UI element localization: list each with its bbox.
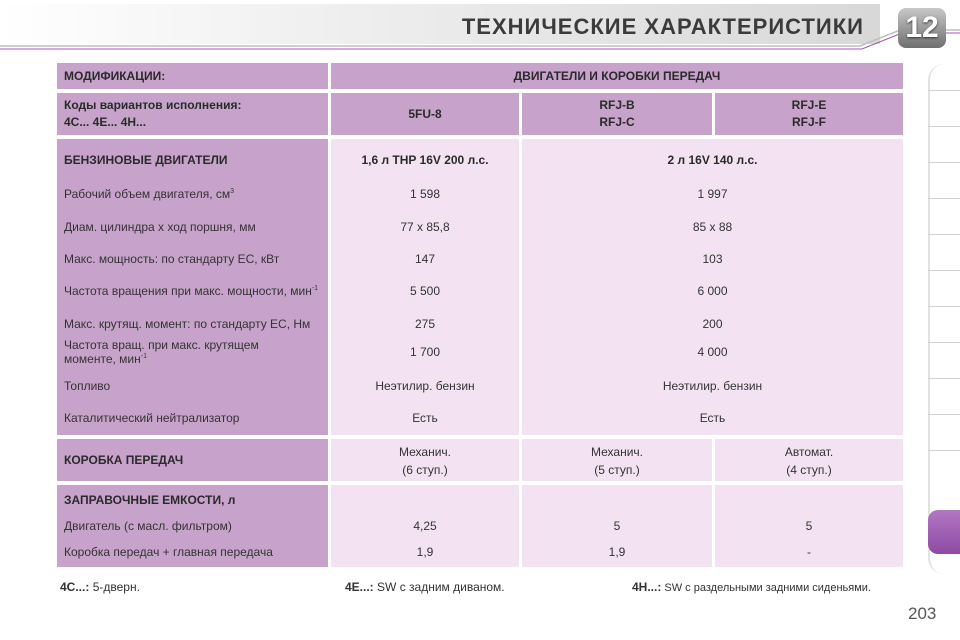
spec-label: Каталитический нейтрализатор <box>64 411 240 425</box>
table-header-row <box>57 63 903 89</box>
petrol-engines-title: БЕНЗИНОВЫЕ ДВИГАТЕЛИ <box>64 153 228 167</box>
spec-value-engine-2: 4 000 <box>697 345 728 359</box>
capacity-value: - <box>807 545 811 559</box>
page-title: ТЕХНИЧЕСКИЕ ХАРАКТЕРИСТИКИ <box>461 14 864 39</box>
capacity-label: Коробка передач + главная передача <box>64 545 273 559</box>
gearbox-gears-2: (5 ступ.) <box>594 463 640 477</box>
side-tab-rail <box>928 64 960 574</box>
side-tab[interactable] <box>928 378 960 414</box>
spec-value-engine-1: 5 500 <box>409 284 441 298</box>
spec-value-engine-1: Неэтилир. бензин <box>375 379 475 393</box>
capacities-title: ЗАПРАВОЧНЫЕ ЕМКОСТИ, л <box>64 493 236 507</box>
engine-2-name: 2 л 16V 140 л.с. <box>667 153 758 167</box>
capacities-section <box>57 485 903 567</box>
spec-label: Рабочий объем двигателя, $см^3$ <box>64 187 235 201</box>
modifications-label: МОДИФИКАЦИИ: <box>64 69 166 83</box>
spec-value-engine-2: Неэтилир. бензин <box>662 379 763 393</box>
spec-value-engine-2: 103 <box>702 252 723 266</box>
page-number: 203 <box>908 604 937 623</box>
side-tab[interactable] <box>928 234 960 270</box>
spec-value-engine-1: 77 x 85,8 <box>400 220 450 234</box>
spec-label: Частота вращ. при макс. крутящем моменте, мин$^{-1}$ <box>64 338 259 366</box>
side-tab[interactable] <box>928 306 960 342</box>
spec-label: Макс. мощность: по стандарту ЕС, кВт <box>64 252 280 266</box>
capacity-value: 5 <box>613 519 621 533</box>
chapter-number-badge: 12 <box>898 8 946 48</box>
spec-value-engine-2: Есть <box>699 411 726 425</box>
engine-code-rfjf: RFJ-F <box>792 115 826 129</box>
engine-code-rfjb: RFJ-B <box>599 98 635 112</box>
spec-value-engine-1: 275 <box>414 317 436 331</box>
capacity-label: Двигатель (с масл. фильтром) <box>64 519 232 533</box>
capacity-value: 1,9 <box>416 545 434 559</box>
engine-code-rfjc: RFJ-C <box>599 115 635 129</box>
version-codes-label: Коды вариантов исполнения: <box>64 98 242 112</box>
gearbox-type-2: Механич. <box>591 445 643 459</box>
gearbox-type-1: Механич. <box>399 445 451 459</box>
side-tab[interactable] <box>928 342 960 378</box>
spec-value-engine-1: 1 598 <box>409 187 441 201</box>
spec-label: Макс. крутящ. момент: по стандарту ЕС, Нм <box>64 317 311 331</box>
side-tab[interactable] <box>928 198 960 234</box>
spec-value-engine-2: 200 <box>702 317 723 331</box>
side-tab[interactable] <box>928 450 960 486</box>
capacity-value: 4,25 <box>413 519 437 533</box>
footnote-4e: 4E...: SW с задним диваном. <box>345 580 505 594</box>
engines-gearboxes-heading: ДВИГАТЕЛИ И КОРОБКИ ПЕРЕДАЧ <box>513 69 721 83</box>
side-tab-active[interactable] <box>928 510 960 554</box>
side-tab[interactable] <box>928 90 960 126</box>
spec-value-engine-1: 147 <box>414 252 436 266</box>
engine-code-rfje: RFJ-E <box>791 98 827 112</box>
petrol-engines-section <box>57 139 903 435</box>
gearbox-type-3: Автомат. <box>784 445 834 459</box>
spec-value-engine-2: 85 x 88 <box>692 220 733 234</box>
spec-value-engine-2: 1 997 <box>697 187 728 201</box>
spec-label: Частота вращения при макс. мощности, мин$^{-1}$ <box>64 284 319 298</box>
footnote-4c: 4C...: 5-дверн. <box>60 580 140 594</box>
side-tab[interactable] <box>928 126 960 162</box>
version-codes-values: 4C... 4E... 4H... <box>64 115 147 129</box>
footnote-4h: 4H...: SW с раздельными задними сиденьями. <box>632 580 871 594</box>
spec-value-engine-1: 1 700 <box>409 345 441 359</box>
gearbox-gears-3: (4 ступ.) <box>786 463 832 477</box>
side-tab[interactable] <box>928 162 960 198</box>
capacity-value: 1,9 <box>608 545 626 559</box>
capacity-value: 5 <box>805 519 813 533</box>
gearbox-row <box>57 439 903 481</box>
version-codes-row <box>57 93 903 135</box>
spec-label: Топливо <box>64 379 111 393</box>
gearbox-title: КОРОБКА ПЕРЕДАЧ <box>64 453 184 467</box>
spec-value-engine-1: Есть <box>412 411 438 425</box>
side-tab[interactable] <box>928 414 960 450</box>
engine-1-name: 1,6 л THP 16V 200 л.с. <box>361 153 489 167</box>
spec-label: Диам. цилиндра х ход поршня, мм <box>64 220 256 234</box>
gearbox-gears-1: (6 ступ.) <box>402 463 448 477</box>
engine-code-5fu8: 5FU-8 <box>408 107 442 121</box>
side-tab[interactable] <box>928 270 960 306</box>
spec-value-engine-2: 6 000 <box>697 284 728 298</box>
